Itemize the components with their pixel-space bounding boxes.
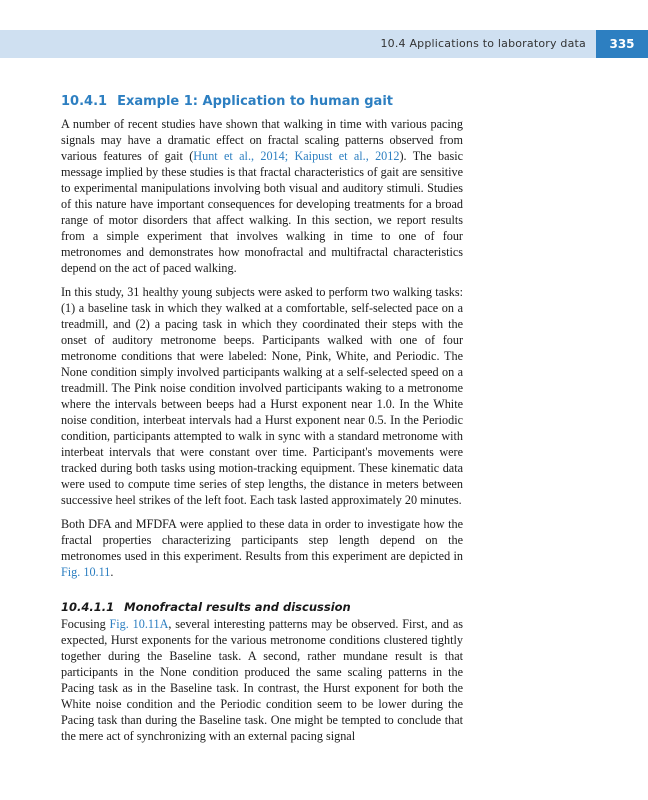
figure-link-10-11[interactable]: Fig. 10.11 — [61, 565, 111, 579]
paragraph-4 — [61, 616, 463, 744]
figure-link-10-11a[interactable]: Fig. 10.11A — [109, 617, 169, 631]
running-head — [0, 30, 596, 58]
running-head-title: 10.4 Applications to laboratory data — [380, 37, 586, 50]
paragraph-4-part-b: , several interesting patterns may be observed. First, and as expected, Hurst exponents for the various metronome conditions clustered tightly together during the Baseline task. A second, rather mundane result is that participants in the None condition produced the same scaling patterns in the Pacing task as in the Baseline task. In contrast, the Hurst exponent for both the White noise condition and the Periodic condition seem to be lower during the Pacing task than during the Baseline task. One might be tempted to conclude that the mere act of synchronizing with an external pacing signal — [61, 617, 463, 743]
paragraph-3 — [61, 516, 463, 580]
subsection-title: Monofractal results and discussion — [124, 600, 351, 614]
page-number: 335 — [596, 30, 648, 58]
subsection-heading — [61, 600, 463, 614]
section-heading — [61, 94, 463, 109]
paragraph-3-part-b: . — [110, 565, 114, 579]
section-number: 10.4.1 — [61, 94, 108, 109]
subsection-number: 10.4.1.1 — [61, 600, 115, 614]
paragraph-3-part-a: Both DFA and MFDFA were applied to these data in order to investigate how the fractal properties characterizing participants step length depend on the metronomes used in this experiment. Results from this experiment are depicted in — [61, 517, 463, 563]
citation-link-hunt-kaipust[interactable]: Hunt et al., 2014; Kaipust et al., 2012 — [193, 149, 400, 163]
paragraph-4-part-a: Focusing — [61, 617, 110, 631]
paragraph-1-part-a: A number of recent studies have shown that walking in time with various pacing signals may have a dramatic effect on fractal scaling patterns observed from various features of gait ( — [61, 117, 463, 163]
paragraph-2: In this study, 31 healthy young subjects were asked to perform two walking tasks: (1) a baseline task in which they walked at a comfortable, self-selected pace on a treadmill, and (2) a pacing task in which they coordinated their steps with the onset of auditory metronome beeps. Participants walked with one of four metronome conditions that were labeled: None, Pink, White, and Periodic. The None condition simply involved participants walking at a self-selected speed on a treadmill. The Pink noise condition involved participants waking to a metronome where the intervals between beeps had a Hurst exponent near 1.0. In the White noise condition, interbeat intervals had a Hurst exponent near 0.5. In the Periodic condition, participants attempted to walk in sync with a standard metronome with interbeat intervals that were constant over time. Participant's movements were tracked during both tasks using motion-tracking equipment. These kinematic data were used to compute time series of step lengths, the distance in meters between successive heel strikes of the left foot. Each task lasted approximately 20 minutes. — [61, 285, 463, 507]
paragraph-1-part-b: ). The basic message implied by these studies is that fractal characteristics of gait are sensitive to experimental manipulations involving both visual and auditory stimuli. Studies of this nature have important consequences for developing treatments for a broad range of motor disorders that affect walking. In this section, we report results from a simple experiment that involves walking in time to one of four metronomes and demonstrates how monofractal and multifractal characteristics depend on the act of paced walking. — [61, 149, 464, 275]
page-content — [61, 94, 463, 752]
section-title: Example 1: Application to human gait — [117, 94, 393, 109]
paragraph-1 — [61, 116, 463, 276]
